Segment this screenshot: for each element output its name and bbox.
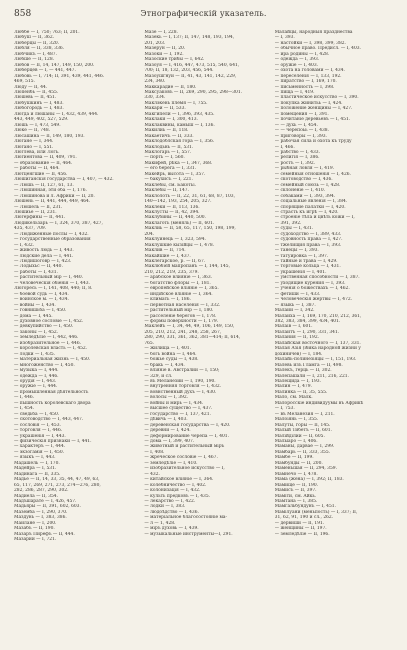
index-entry: — лодки — I, 383. bbox=[144, 504, 186, 510]
index-entry: Макайшие — I, 437. bbox=[144, 253, 191, 259]
index-entry: Маклаки — I, 300, 413. bbox=[144, 117, 198, 123]
index-entry: Макари — II, 533. bbox=[144, 106, 186, 112]
index-entry: — дервиши — II, 191. bbox=[274, 520, 325, 526]
index-entry: — обычное право. Предисл. — I, 403. bbox=[274, 46, 361, 52]
index-entry: — переселенія — I, 133, 192. bbox=[274, 73, 342, 79]
index-entry: 700; II, 18, 132, 203, 456, 544. bbox=[144, 68, 214, 74]
index-entry: — приговоры — I, 393. bbox=[274, 133, 327, 139]
index-entry: — собаками — I, 393, 394. bbox=[274, 193, 336, 199]
index-entry: — первотная населенія — I, 332. bbox=[144, 302, 221, 308]
index-entry: Маклусты — II, 42, 394. bbox=[144, 209, 200, 215]
index-entry: — 432. bbox=[144, 471, 160, 477]
index-entry: — государственные образования bbox=[14, 237, 91, 243]
index-entry: — страсть къ игрѣ — I, 420. bbox=[274, 209, 339, 215]
index-entry: — орудія — I, 443. bbox=[14, 379, 57, 384]
index-entry: Малая Азія (ібика народной жизни у bbox=[274, 346, 361, 352]
index-entry: Мамтана — I, 385. bbox=[274, 498, 318, 504]
index-columns bbox=[14, 30, 395, 640]
index-entry: — Люшель — II, 231. bbox=[14, 204, 63, 210]
index-entry: — I, 393. bbox=[274, 35, 295, 41]
index-entry: 140—142, 193, 254, 205, 327. bbox=[144, 199, 212, 205]
index-entry: — бракь — I, 434. bbox=[144, 362, 185, 368]
index-entry: — войны — I, 434. bbox=[14, 302, 56, 308]
index-entry: Людикельзарь — I, 324, 370, 387, 427, bbox=[14, 220, 103, 226]
index-entry: Любов — II, 14, 147, 149, 150, 200. bbox=[14, 62, 95, 68]
index-entry: — Людиженные послы — I, 432. bbox=[14, 231, 89, 237]
index-entry: 31, 62, 91, 190 и сл., 262. bbox=[274, 515, 334, 521]
index-entry: Макаетичъ — II, 333. bbox=[144, 133, 194, 139]
running-title: Этнографическій указатель. bbox=[140, 9, 267, 18]
index-entry: — культь предковъ — I, 435. bbox=[144, 493, 211, 499]
index-entry: Люгиентова — II, 409, 791. bbox=[14, 155, 77, 161]
index-entry: Лютценгшие — II, 456. bbox=[14, 171, 68, 177]
index-entry: — I, 408. bbox=[144, 449, 165, 455]
index-entry: Малания — II, 192. bbox=[274, 335, 320, 341]
index-entry: Люду — II, 44. bbox=[14, 84, 48, 90]
index-entry: — судоходство — I, 389, 433. bbox=[274, 231, 342, 237]
index-entry: Маклебы — II, 147. bbox=[144, 188, 189, 194]
index-entry: — боевой судь — I, 434. bbox=[14, 291, 69, 297]
index-entry: Мазоушгнуи — II, 41, 43, 141, 142, 229, bbox=[144, 73, 237, 79]
index-entry: — государство — I, 137, 421. bbox=[144, 411, 211, 417]
index-entry: — земледѣліе — II, 196. bbox=[274, 531, 330, 537]
index-entry: Любуш — II, 362. bbox=[14, 35, 55, 41]
index-entry: Маклодьнь — II, 531. bbox=[144, 144, 194, 150]
index-column-3 bbox=[275, 30, 395, 640]
index-entry: Маклив — II, 714. bbox=[144, 248, 186, 254]
index-column-2 bbox=[144, 30, 264, 640]
index-entry: 204. bbox=[144, 231, 155, 237]
index-entry: — воинское м. — I, 434. bbox=[14, 297, 69, 303]
index-entry: Малійділии — II, 605. bbox=[274, 433, 325, 439]
index-entry: Мадинага — II, 335. bbox=[14, 471, 61, 477]
index-entry: — письменность — I, 398. bbox=[274, 84, 335, 90]
index-entry: — міръ духовь — I, 439. bbox=[144, 526, 199, 532]
index-entry: Любчикъ — I, 487. bbox=[14, 51, 57, 57]
index-entry: — лекарство — I, 422. bbox=[144, 498, 196, 504]
index-entry: — рыбная ловля — I, 419. bbox=[274, 166, 335, 172]
index-entry: — языкь — I, 387. bbox=[274, 302, 316, 308]
index-entry: — колонизація — I, 432. bbox=[144, 488, 201, 494]
index-entry: Малайь-полинезіяцы — I, 151, 193. bbox=[274, 357, 357, 363]
index-entry: Маклеки — II, 113, 136. bbox=[144, 204, 200, 210]
index-entry: Малаів — I, 601. bbox=[274, 324, 313, 330]
index-entry: — порть — I, 560. bbox=[144, 155, 185, 161]
index-entry: 469, 515. bbox=[14, 79, 35, 85]
index-entry: Маменьшая — II, 294, 359. bbox=[274, 466, 337, 472]
index-entry: — въ Меланезии — I, 190, 190. bbox=[144, 379, 216, 384]
index-entry: — физическія признаки — I, 441. bbox=[14, 438, 92, 444]
index-entry: — судовность права — I, 427. bbox=[274, 237, 343, 243]
index-entry: — деформирование черепа — I, 401. bbox=[144, 433, 229, 439]
index-entry: Макгипели — I, 396, 393, 435. bbox=[144, 111, 215, 117]
index-entry: Малайская восточного — I, 137, 331. bbox=[274, 340, 361, 346]
index-entry: — многоженство — I, 450. bbox=[14, 362, 75, 368]
index-entry: — матеріальное благосостояніе ма- bbox=[144, 515, 227, 521]
index-entry: Маклодоблская гора — I, 356. bbox=[144, 139, 215, 145]
index-entry: — украшенія — I, 401. bbox=[274, 269, 327, 275]
index-entry: — образование — II, 464. bbox=[14, 160, 73, 166]
index-entry: Мамнечо — I, 478. bbox=[274, 471, 318, 477]
index-entry: Маклейъ — I, 34, 44, 49, 106, 149, 150, bbox=[144, 324, 235, 330]
index-entry: — тайные и трава — I, 429. bbox=[274, 259, 338, 265]
index-entry: — бакухисъ — I, 221. bbox=[144, 177, 193, 183]
index-entry: Мамгальбундунъ — I, 451. bbox=[274, 504, 336, 510]
index-entry: Маклиь — II, 58, 65, 117, 150, 198, 199, bbox=[144, 226, 236, 232]
index-entry: — торговля — I, 446. bbox=[14, 428, 63, 434]
index-entry: Любушкинъ — I, 483. bbox=[14, 100, 64, 106]
index-entry: Мадиела — II, 354. bbox=[14, 493, 58, 499]
index-entry: Мадейра — I, 531. bbox=[14, 466, 57, 472]
index-entry: — оружіе — I, 403. bbox=[274, 62, 319, 68]
index-entry: — работы — II, 464. bbox=[14, 166, 60, 172]
index-entry: Мамбе — II, 199. bbox=[274, 455, 314, 461]
index-entry: Мазоские трибы — I, 642. bbox=[144, 57, 205, 63]
index-entry: — семейныя отношенія — I, 426. bbox=[274, 171, 351, 177]
index-entry: — — черепоьь — I, 438. bbox=[274, 128, 329, 134]
index-entry: — лодки — I, 435. bbox=[14, 351, 56, 357]
index-entry: — материальная жизнь — I, 450. bbox=[14, 357, 91, 363]
index-entry: Мазекь — I, 137; II, 147, 148, 193, 194, bbox=[144, 35, 235, 41]
index-entry: Мазабъ — II, 190. bbox=[14, 526, 55, 532]
index-entry: — людские дела — I, 441. bbox=[14, 253, 74, 259]
index-entry: — языкъ — I, 443. bbox=[14, 455, 56, 461]
index-entry: — божье суды — I, 438. bbox=[144, 357, 199, 363]
page-header bbox=[14, 9, 393, 23]
index-entry: Маклаквины, камыш — I, 136. bbox=[144, 122, 215, 128]
index-entry: — женщины — II, 197. bbox=[274, 526, 327, 532]
index-entry: Макифей, рѣка — I, 347, 368. bbox=[144, 160, 213, 166]
index-entry: — китайское вліяніе — I, 364. bbox=[144, 477, 214, 483]
index-column-1 bbox=[14, 30, 134, 640]
index-entry: Маздунь — I, 383, 386. bbox=[14, 515, 67, 521]
index-entry: — животный и растительный міръ bbox=[144, 444, 225, 450]
index-entry: Маміти, см. Айкь. bbox=[274, 493, 317, 499]
index-entry: — людоѣдство — I, 436. bbox=[144, 509, 199, 515]
index-entry: Макейрь, высота — I, 357. bbox=[144, 171, 206, 177]
index-entry: — вовнственный духъ — I, 430. bbox=[144, 389, 217, 395]
index-entry: — скотоводство — I, 443, 447. bbox=[14, 417, 84, 423]
index-entry: Люберцев — I, — 441, 447. bbox=[14, 68, 76, 74]
index-entry: — человеческія обіенія — I, 443. bbox=[14, 280, 90, 286]
index-entry: Малаитъ — I, 290, 331, 341. bbox=[274, 329, 340, 335]
index-entry: — богь война — I, 464. bbox=[144, 351, 197, 357]
index-entry: Макилиь — II, 118. bbox=[144, 128, 189, 134]
index-entry: Малоіянь — I, 355. bbox=[274, 417, 319, 423]
index-entry: — высшее существо — I, 437. bbox=[144, 406, 213, 412]
index-entry: Мало, см. Малк. bbox=[274, 395, 313, 401]
index-entry: Любогородь — I, 483. bbox=[14, 106, 64, 112]
index-entry: Малый Тибетъ — II, 601. bbox=[274, 428, 332, 434]
index-entry: — климать — I, 186. bbox=[144, 297, 191, 303]
index-entry: — земледѣліе — I, 410. bbox=[144, 460, 198, 466]
index-entry: — въ Меланезия — I, 211. bbox=[274, 411, 335, 417]
index-entry: Мама (жена) — I, 392; II, 183. bbox=[274, 477, 344, 483]
index-entry: Мамбунды — II, 200. bbox=[274, 460, 323, 466]
index-entry: Маклаготь (меняль) — II, 601. bbox=[144, 220, 215, 226]
index-entry: — одежда — I, 446. bbox=[14, 373, 59, 379]
index-entry: Малаии — I, 342. bbox=[274, 308, 315, 314]
index-entry: — сведьба — I, 450. bbox=[14, 411, 60, 417]
index-entry: — арабское влияніе — I, 363. bbox=[144, 275, 213, 281]
index-entry: — соціальные явленія — I, 384. bbox=[274, 199, 348, 205]
index-entry: — европейское вліяніе — I, 365. bbox=[144, 286, 219, 292]
index-entry: — королевская власть — I, 452. bbox=[14, 346, 88, 352]
index-entry: Мазе — I, 228. bbox=[144, 30, 178, 35]
index-entry: — музыкальные инструменты—I, 291. bbox=[144, 531, 233, 537]
index-entry: — растительный мір — I, 180. bbox=[144, 308, 214, 314]
index-entry: Мамілуани (меньпость) — I, 337; II, bbox=[274, 509, 358, 515]
index-entry: — пиратство — I, 169, 170. bbox=[274, 79, 337, 85]
index-entry: Мадъшарате — I, 426, 457. bbox=[14, 498, 77, 504]
index-entry: дохиничев) — I, 184. bbox=[274, 351, 323, 357]
index-entry: — войны и мирь — I, 434. bbox=[144, 400, 204, 406]
index-entry: Маклуинець — I, 323, 594. bbox=[144, 237, 206, 243]
index-entry: — Лодыхьс — II, 440. bbox=[14, 264, 63, 270]
index-entry: Малыаро — I, 406. bbox=[274, 438, 318, 444]
index-entry: — уходящие курения — I, 393. bbox=[274, 280, 346, 286]
index-entry: Люшевь — II, 451. bbox=[14, 95, 57, 101]
index-entry: Малещида — I, 193. bbox=[274, 379, 321, 384]
index-entry: — суды — I, 431. bbox=[274, 226, 314, 232]
index-entry: — тжелищия права — I, 393. bbox=[274, 242, 342, 248]
index-entry: — скотоводство — I, 436. bbox=[274, 177, 333, 183]
index-entry: — татуировка — I, 397. bbox=[274, 253, 329, 259]
index-entry: 234, 340. bbox=[144, 79, 166, 85]
index-entry: — жреческое сословіе — I, 467. bbox=[144, 455, 218, 461]
index-entry: — почитаніе деревьевъ — I, 451. bbox=[274, 117, 351, 123]
index-entry: — 329, и сл. bbox=[144, 373, 173, 379]
index-entry: Малуты, горы — II, 145. bbox=[274, 422, 331, 428]
index-entry: 330, 334. bbox=[144, 95, 166, 101]
index-entry: Люгане — I, 344. bbox=[14, 139, 54, 145]
index-entry: — фетиши — I, 433. bbox=[274, 291, 321, 297]
index-entry: Малоросскіе индивидуумы въ Африкѣ bbox=[274, 400, 364, 406]
index-entry: Любля — II, 338, 336. bbox=[14, 46, 65, 52]
index-entry: Люгано — I, 551. bbox=[14, 144, 54, 150]
index-entry: 205, 210, 212, 241, 248, 258, 267, bbox=[144, 329, 222, 335]
index-entry: — Люшь — II, 127, 61, 13. bbox=[14, 182, 74, 188]
index-entry: — помещения — I, 391. bbox=[274, 111, 329, 117]
index-entry: Люгерфины — II, 441. bbox=[14, 215, 66, 221]
index-entry: Маклолоть — II, 22, 31, 61, 68, 87, 103, bbox=[144, 193, 235, 199]
index-entry: — религія — I, 386. bbox=[274, 155, 320, 161]
index-entry: 280, 290, 331, 361, 362, 381—414; II, 614, bbox=[144, 335, 241, 341]
index-entry: — работы — I, 431. bbox=[14, 269, 58, 275]
index-entry: 210, 212, 219, 235, 379. bbox=[144, 269, 199, 275]
index-entry: Мамбарь — II, 333, 355. bbox=[274, 449, 331, 455]
index-entry: Люгоресь — I, 141, 408, 440; II, 8. bbox=[14, 286, 93, 292]
index-entry: — строеніе тѣла и цвѣть кожи — I, bbox=[274, 215, 355, 221]
index-entry: Маклебы, см. Бакотьі. bbox=[144, 182, 197, 188]
index-entry: Мадье — II, 14, 33, 35, 44, 47, 49, 63, bbox=[14, 477, 100, 483]
index-entry: Люшиганскія государства — I, 407, — 432. bbox=[14, 177, 114, 183]
index-entry: — I, 466. bbox=[274, 144, 295, 150]
index-entry: — охота на головами — I, 434. bbox=[274, 68, 345, 74]
index-entry: Малин — I, 479. bbox=[274, 384, 312, 390]
index-entry: Маклогарь — I, 557. bbox=[144, 149, 192, 155]
index-entry: Люгда и люшаны — I, 432, 439, 444. bbox=[14, 111, 99, 117]
index-entry: — I, 446. bbox=[14, 395, 35, 401]
index-entry: — одежда — I, 393. bbox=[274, 57, 320, 63]
index-entry: Маклубины — II, 440, 500. bbox=[144, 215, 206, 221]
index-entry: — покупка жинитьь — I, 424. bbox=[274, 100, 343, 106]
index-entry: Малаиха — I, 169, 170, 210, 212, 361, bbox=[274, 313, 362, 319]
index-entry: — говнишьба — I, 450. bbox=[14, 308, 67, 314]
index-entry: — богатство флоры — I, 181. bbox=[144, 280, 211, 286]
index-entry: Люглева, или Логь. bbox=[14, 149, 60, 155]
index-entry: Любовь — I, 714; II, 391, 439, 441, 446. bbox=[14, 73, 105, 79]
index-entry: 65, 117, 269, 271, 273, 274—276, 280, bbox=[14, 482, 101, 488]
index-entry: — спорящие палатки — I, 420. bbox=[274, 204, 346, 210]
index-entry: Малепашали — I, 211, 216, 221. bbox=[274, 373, 349, 379]
index-entry: Мазарии — I, 721. bbox=[14, 537, 57, 543]
index-entry: — деревенская государства — I, 420. bbox=[144, 422, 231, 428]
index-entry: — Люшинная, эти оба — I, 176. bbox=[14, 188, 87, 194]
index-entry: Мазоуя — I, 416, 447, 473, 515, 540, 641, bbox=[144, 62, 240, 68]
index-entry: Люшень — II, 441, 444, 449, 464. bbox=[14, 199, 91, 205]
index-entry: — законы — I, 452. bbox=[14, 329, 59, 335]
index-entry: Маклушкие кызійцы — I, 478. bbox=[144, 242, 215, 248]
index-entry: — сословія — I, 453. bbox=[14, 422, 61, 428]
index-entry: — семейный союзь — I, 428. bbox=[274, 182, 341, 188]
index-entry: 443, 449, 402, 527, 529. bbox=[14, 117, 69, 123]
index-entry: — I, 454. bbox=[14, 406, 35, 412]
index-entry: — ира родины — I, 428. bbox=[274, 51, 330, 57]
index-entry: — Людишоговр — I, 423. bbox=[14, 259, 72, 265]
index-entry: Люббе — I, 750; 763; II, 201. bbox=[14, 30, 80, 35]
index-entry: 282, 286, 287, 290, 302. bbox=[14, 488, 69, 494]
index-entry: — пластическое искусство — I, 390. bbox=[274, 95, 359, 101]
index-entry: Люшь — I, 473, 549. bbox=[14, 122, 61, 128]
index-entry: Люке — II, 748. bbox=[14, 128, 51, 134]
index-entry: — волосы — I, 392. bbox=[144, 395, 189, 401]
index-entry: — промышленная дѣятельность bbox=[14, 389, 89, 395]
index-entry: — I, 432. bbox=[14, 242, 35, 248]
index-entry: Люпенбь — II, 455. bbox=[14, 89, 59, 95]
index-entry: Маккарадие — II, 180. bbox=[144, 84, 197, 90]
index-entry: Маклюбієй мапропанъ — I, 144, 145, bbox=[144, 264, 230, 270]
page-number: 858 bbox=[14, 9, 32, 19]
index-entry: Мамисъ — II, 397. bbox=[274, 488, 317, 494]
index-entry: Мамище — II, 190. bbox=[274, 482, 319, 488]
index-entry: Маманы, дарвае — I, 299. bbox=[274, 444, 335, 450]
index-entry: Малекъ, герць — II, 302. bbox=[274, 368, 332, 374]
index-entry: Люберцы — II, 320. bbox=[14, 40, 60, 46]
index-entry: — торговые кольца — I, 431. bbox=[274, 264, 341, 270]
index-entry: — индійское вліяніе — I, 364. bbox=[144, 291, 213, 297]
index-entry: — умственная способности — I, 387. bbox=[274, 275, 360, 281]
index-entry: — рабство — I, 433. bbox=[274, 149, 321, 155]
index-entry: — изобразительное искусство — I, bbox=[144, 466, 225, 472]
index-entry: Мазаръ Пирефъ — II, 444. bbox=[14, 531, 75, 537]
index-entry: — дѣвичь — I, 403. bbox=[144, 417, 188, 423]
index-entry: Мадашель — I, 170. bbox=[14, 460, 60, 466]
index-entry: — земледѣліе — I, 442, 446. bbox=[14, 335, 79, 341]
index-entry: Малинка — II, 35, 555. bbox=[274, 389, 328, 395]
index-entry: — его берега — I, 331. bbox=[144, 166, 197, 172]
index-entry: — — духь — I, 454. bbox=[274, 122, 318, 128]
index-entry: Мазерун — II, 20. bbox=[144, 46, 186, 52]
index-entry: Маземба — I, 290, 370. bbox=[14, 509, 68, 515]
index-entry: Маклэкень племя — I, 755. bbox=[144, 100, 208, 106]
index-entry: — дома — I, 445. bbox=[14, 313, 53, 319]
index-entry: — 391, 392. bbox=[274, 220, 302, 226]
index-entry: — девкупийство — I, 450. bbox=[14, 324, 74, 330]
index-entry: — оружіе — I, 444. bbox=[14, 384, 58, 390]
index-entry: — Люшинова и л. Африки — II, 20. bbox=[14, 193, 95, 199]
index-entry: — вліяніе в. Австралии — I, 150; bbox=[144, 368, 220, 374]
index-entry: — деревни — I, 424. bbox=[144, 428, 191, 434]
index-entry: — пышность королевскаго двора bbox=[14, 400, 91, 406]
index-entry: — формы поверхности — I, 179. bbox=[144, 319, 219, 325]
index-entry: — склоненіе — I, 410. bbox=[274, 188, 326, 194]
index-entry: Мазоки — I, 192. bbox=[144, 51, 184, 57]
index-entry: — музыка — I, 444. bbox=[14, 368, 59, 374]
index-entry: — колебничество — I, 402. bbox=[144, 482, 207, 488]
index-entry: — ростъ — I, 392. bbox=[274, 160, 316, 166]
index-entry: — ученія о божествахъ — I, 462. bbox=[274, 286, 350, 292]
index-entry: Любше — II, 128. bbox=[14, 57, 55, 63]
index-entry: — дома — I, 399, 407. bbox=[144, 438, 195, 444]
index-entry: — л — 1, 428. bbox=[144, 520, 176, 526]
index-entry: — духовное сословіе — I, 452. bbox=[14, 319, 84, 325]
index-entry: — живость людь — I, 443. bbox=[14, 248, 74, 254]
index-entry: — характеръ — I, 444. bbox=[14, 444, 66, 450]
index-entry: 435, 437, 709. bbox=[14, 226, 47, 232]
index-entry: — человеческія жертвы — I, 472. bbox=[274, 297, 353, 303]
index-entry: Люшиье — II, 231. bbox=[14, 209, 57, 215]
index-entry: — танецы — I, 393. bbox=[274, 248, 319, 254]
index-entry: Маклегарское, р. — II, 67. bbox=[144, 259, 206, 265]
index-entry: Маилане — I, 200. bbox=[14, 520, 57, 526]
index-entry: — рабочая сила и охота къ труду bbox=[274, 139, 352, 145]
index-entry: Максуаковъ — II, 269, 290, 295, 298—301. bbox=[144, 89, 243, 95]
index-entry: — внутренняя торговля — I, 432. bbox=[144, 384, 222, 390]
index-entry: — украшенія — I, 443. bbox=[14, 433, 66, 439]
index-entry: — I, 753. bbox=[274, 406, 295, 412]
index-entry: — изобразительное — I, 446. bbox=[14, 340, 82, 346]
index-entry: 382, 383, 384, 399, 434, 401. bbox=[274, 319, 341, 325]
index-entry: Люсашина — II, 149, 180, 193. bbox=[14, 133, 85, 139]
index-entry: — экзогамія — I, 450. bbox=[14, 449, 65, 455]
index-entry: — пища — I, 419. bbox=[274, 89, 315, 95]
index-entry: 765. bbox=[144, 340, 155, 346]
index-entry: Малевь изъ Гламга — II, 498. bbox=[274, 362, 343, 368]
index-entry: — растительный мір — I, 440. bbox=[14, 275, 84, 281]
index-entry: — жилища — I, 401. bbox=[144, 346, 191, 352]
index-entry: 201, 203. bbox=[144, 40, 166, 46]
index-entry: Мадьяры — II, 391, 602, 603. bbox=[14, 504, 81, 510]
index-entry: — настойки — I, 398, 399, 382. bbox=[274, 40, 346, 46]
index-entry: — положение женщины — I, 427. bbox=[274, 106, 353, 112]
index-entry: — расселеніе берегов — I, 178. bbox=[144, 313, 217, 319]
index-entry: Малайцы, народныя празднества bbox=[274, 30, 353, 35]
